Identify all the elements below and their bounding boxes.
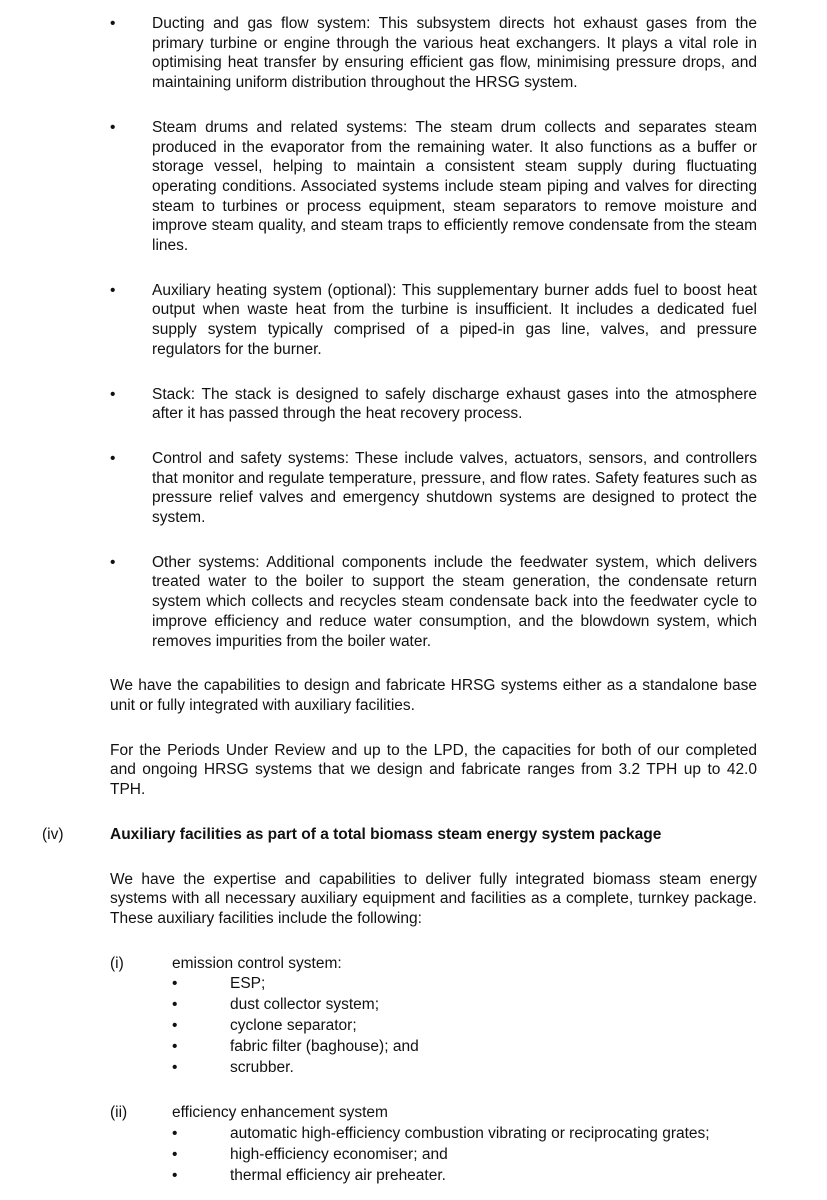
bullet-text: Other systems: Additional components include the feedwater system, which delivers treated water to the boiler to support the steam generation, the condensate return system which collects and recycles steam condensate back into the feedwater cycle to improve efficiency and reduce water consumption, and the blowdown system, which removes impurities from the boiler water. xyxy=(152,553,757,650)
bullet-item-auxiliary-heating xyxy=(110,281,757,360)
bullet-text: Steam drums and related systems: The steam drum collects and separates steam produced in the evaporator from the remaining water. It also functions as a buffer or storage vessel, helping to maintain a consistent steam supply during fluctuating operating conditions. Associated systems include steam piping and valves for directing steam to turbines or process equipment, steam separators to remove moisture and improve steam quality, and steam traps to efficiently remove condensate from the steam lines. xyxy=(152,118,757,255)
sublist-item xyxy=(110,1036,757,1057)
sublist-head xyxy=(110,954,757,974)
bullet-icon: • xyxy=(172,1038,178,1056)
bullet-icon: • xyxy=(110,118,116,136)
bullet-icon: • xyxy=(172,1059,178,1077)
sublist-item xyxy=(110,973,757,994)
bullet-icon: • xyxy=(110,15,116,32)
sublist-label: (ii) xyxy=(110,1104,128,1122)
paragraph-capacities: For the Periods Under Review and up to the LPD, the capacities for both of our completed and ongoing HRSG systems that we design and fabricate ranges from 3.2 TPH up to 42.0 TPH. xyxy=(110,741,757,799)
bullet-item-ducting xyxy=(110,14,757,93)
sublist-item xyxy=(110,1144,757,1165)
bullet-text: Control and safety systems: These include valves, actuators, sensors, and controllers that monitor and regulate temperature, pressure, and flow rates. Safety features such as pressure relief valves and emergency shutdown systems are designed to protect the system. xyxy=(152,449,757,527)
bullet-icon: • xyxy=(172,996,178,1014)
bullet-icon: • xyxy=(110,449,116,467)
sublist-item-text: thermal efficiency air preheater. xyxy=(230,1167,446,1185)
sublist-item xyxy=(110,1123,757,1144)
sublist-item-text: dust collector system; xyxy=(230,996,380,1014)
sublist-emission-control xyxy=(110,954,757,1079)
bullet-icon: • xyxy=(110,385,116,403)
bullet-item-steam-drums xyxy=(110,118,757,256)
bullet-icon: • xyxy=(172,1125,178,1143)
sublist-efficiency-enhancement xyxy=(110,1103,757,1186)
sublist-item xyxy=(110,1057,757,1078)
sublist-item-text: high-efficiency economiser; and xyxy=(230,1146,448,1164)
bullet-icon: • xyxy=(172,1017,178,1035)
bullet-icon: • xyxy=(110,281,116,299)
bullet-text: Auxiliary heating system (optional): This supplementary burner adds fuel to boost heat output when waste heat from the turbine is insufficient. It includes a dedicated fuel supply system typically comprised of a piped-in gas line, valves, and pressure regulators for the burner. xyxy=(152,281,757,358)
bullet-icon: • xyxy=(172,1167,178,1185)
sublist-title: emission control system: xyxy=(172,954,342,972)
bullet-text: Stack: The stack is designed to safely discharge exhaust gases into the atmosphere after it has passed through the heat recovery process. xyxy=(152,385,757,423)
section-intro-paragraph: We have the expertise and capabilities to deliver fully integrated biomass steam energy systems with all necessary auxiliary equipment and facilities as a complete, turnkey package. These auxiliary facilities include the following: xyxy=(110,870,757,927)
sublist-item xyxy=(110,1165,757,1186)
bullet-icon: • xyxy=(110,553,116,571)
paragraph-capabilities: We have the capabilities to design and fabricate HRSG systems either as a standalone base unit or fully integrated with auxiliary facilities. xyxy=(110,677,757,714)
sublist-item-text: ESP; xyxy=(230,975,266,993)
sublist-item-text: fabric filter (baghouse); and xyxy=(230,1038,419,1056)
sublist-item-text: automatic high-efficiency combustion vibrating or reciprocating grates; xyxy=(230,1125,710,1143)
sublist-head xyxy=(110,1103,757,1123)
bullet-icon: • xyxy=(172,1146,178,1164)
bullet-item-other-systems xyxy=(110,553,757,652)
sublist-item-text: cyclone separator; xyxy=(230,1017,357,1035)
sublist-item xyxy=(110,1015,757,1036)
bullet-item-control-safety xyxy=(110,449,757,528)
section-heading-row xyxy=(0,825,757,845)
bullet-icon: • xyxy=(172,975,178,993)
sublist-item xyxy=(110,994,757,1015)
sublist-title: efficiency enhancement system xyxy=(172,1104,388,1122)
bullet-text: Ducting and gas flow system: This subsystem directs hot exhaust gases from the primary turbine or engine through the various heat exchangers. It plays a vital role in optimising heat transfer by ensuring efficient gas flow, minimising pressure drops, and maintaining uniform distribution throughout the HRSG system. xyxy=(152,15,757,92)
sublist-item-text: scrubber. xyxy=(230,1059,294,1077)
section-label: (iv) xyxy=(42,825,64,843)
bullet-item-stack xyxy=(110,385,757,424)
sublist-label: (i) xyxy=(110,954,124,972)
section-heading: Auxiliary facilities as part of a total biomass steam energy system package xyxy=(110,825,662,843)
